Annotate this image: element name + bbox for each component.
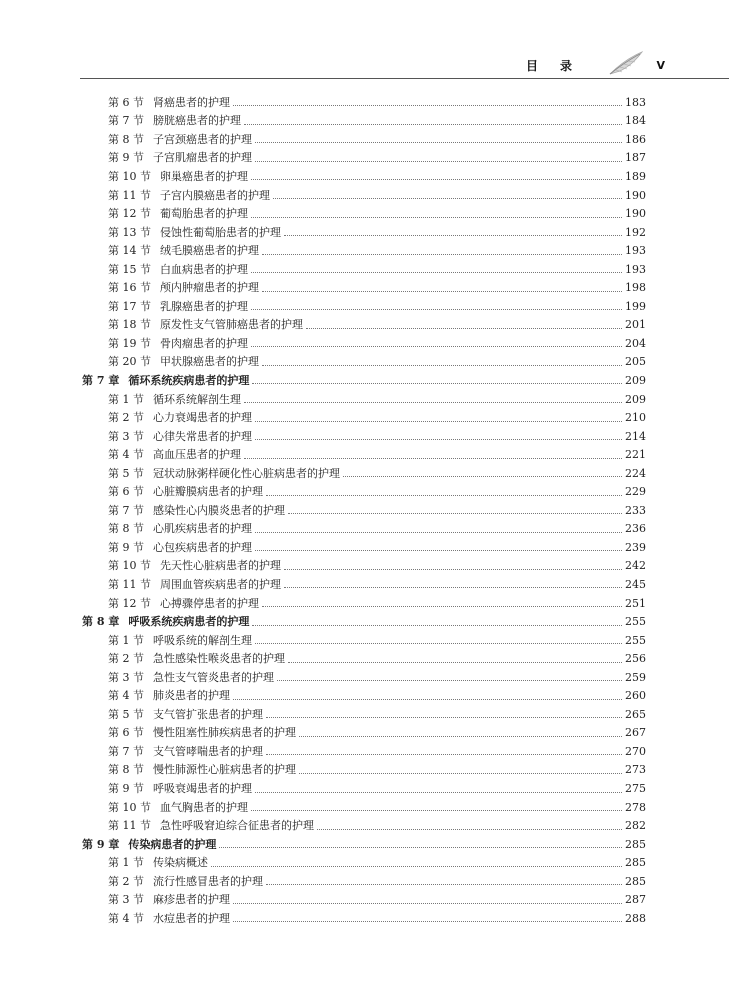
feather-icon <box>606 50 646 76</box>
toc-entry-page: 285 <box>625 856 646 870</box>
toc-section-entry[interactable] <box>82 687 646 706</box>
toc-dot-leader <box>284 568 622 570</box>
toc-entry-title: 水痘患者的护理 <box>153 911 230 925</box>
toc-entry-title: 原发性支气管肺癌患者的护理 <box>160 318 303 332</box>
toc-entry-title: 循环系统解剖生理 <box>153 392 241 406</box>
toc-entry-title: 颅内肿瘤患者的护理 <box>160 281 259 295</box>
toc-section-entry[interactable] <box>82 538 646 557</box>
toc-section-entry[interactable] <box>82 112 646 131</box>
toc-entry-title: 肾癌患者的护理 <box>153 95 230 109</box>
toc-entry-page: 184 <box>625 114 646 128</box>
toc-entry-title: 心力衰竭患者的护理 <box>153 411 252 425</box>
toc-dot-leader <box>233 698 622 700</box>
toc-entry-number: 第 11 节 <box>108 819 151 833</box>
toc-entry-title: 传染病患者的护理 <box>128 837 217 851</box>
toc-dot-leader <box>299 772 622 774</box>
toc-entry-page: 288 <box>625 911 646 925</box>
toc-dot-leader <box>266 494 622 496</box>
toc-section-entry[interactable] <box>82 464 646 483</box>
toc-entry-title: 子宫颈癌患者的护理 <box>153 132 252 146</box>
toc-entry-number: 第 10 节 <box>108 169 151 183</box>
toc-entry-title: 心包疾病患者的护理 <box>153 540 252 554</box>
toc-section-entry[interactable] <box>82 631 646 650</box>
toc-section-entry[interactable] <box>82 520 646 539</box>
toc-entry-page: 204 <box>625 336 646 350</box>
toc-section-entry[interactable] <box>82 482 646 501</box>
toc-entry-number: 第 5 节 <box>108 466 144 480</box>
toc-entry-page: 256 <box>625 652 646 666</box>
toc-entry-number: 第 15 节 <box>108 262 151 276</box>
toc-entry-page: 265 <box>625 707 646 721</box>
toc-entry-number: 第 10 节 <box>108 559 151 573</box>
toc-entry-number: 第 1 节 <box>108 856 144 870</box>
toc-section-entry[interactable] <box>82 853 646 872</box>
toc-entry-number: 第 13 节 <box>108 225 151 239</box>
toc-entry-title: 慢性阻塞性肺疾病患者的护理 <box>153 726 296 740</box>
toc-entry-number: 第 7 章 <box>82 373 120 387</box>
toc-dot-leader <box>252 382 622 384</box>
toc-entry-title: 先天性心脏病患者的护理 <box>160 559 281 573</box>
toc-dot-leader <box>251 308 622 310</box>
toc-section-entry[interactable] <box>82 260 646 279</box>
toc-dot-leader <box>251 809 622 811</box>
toc-entry-page: 193 <box>625 244 646 258</box>
toc-section-entry[interactable] <box>82 427 646 446</box>
toc-entry-title: 骨肉瘤患者的护理 <box>160 336 248 350</box>
toc-dot-leader <box>288 661 622 663</box>
toc-entry-title: 膀胱癌患者的护理 <box>153 114 241 128</box>
toc-entry-number: 第 7 节 <box>108 503 144 517</box>
toc-entry-title: 支气管哮喘患者的护理 <box>153 744 263 758</box>
toc-dot-leader <box>317 828 622 830</box>
toc-entry-number: 第 8 章 <box>82 615 120 629</box>
toc-entry-number: 第 7 节 <box>108 114 144 128</box>
toc-entry-number: 第 2 节 <box>108 652 144 666</box>
toc-dot-leader <box>266 883 622 885</box>
toc-entry-page: 221 <box>625 448 646 462</box>
toc-section-entry[interactable] <box>82 390 646 409</box>
toc-section-entry[interactable] <box>82 761 646 780</box>
toc-chapter-entry[interactable] <box>82 612 646 631</box>
toc-entry-title: 周围血管疾病患者的护理 <box>160 577 281 591</box>
toc-dot-leader <box>262 605 622 607</box>
header-title: 目录 <box>525 59 594 73</box>
toc-entry-page: 259 <box>625 670 646 684</box>
toc-entry-page: 224 <box>625 466 646 480</box>
toc-entry-page: 193 <box>625 262 646 276</box>
toc-dot-leader <box>255 420 622 422</box>
toc-entry-number: 第 8 节 <box>108 522 144 536</box>
toc-section-entry[interactable] <box>82 204 646 223</box>
toc-entry-number: 第 6 节 <box>108 485 144 499</box>
toc-dot-leader <box>262 253 622 255</box>
toc-entry-number: 第 5 节 <box>108 707 144 721</box>
page-header <box>0 0 729 80</box>
toc-dot-leader <box>266 716 622 718</box>
toc-entry-title: 心搏骤停患者的护理 <box>160 596 259 610</box>
toc-entry-number: 第 20 节 <box>108 355 151 369</box>
toc-entry-title: 高血压患者的护理 <box>153 448 241 462</box>
toc-entry-page: 187 <box>625 151 646 165</box>
toc-entry-title: 麻疹患者的护理 <box>153 893 230 907</box>
toc-entry-title: 侵蚀性葡萄胎患者的护理 <box>160 225 281 239</box>
toc-dot-leader <box>244 401 622 403</box>
toc-entry-title: 子宫肌瘤患者的护理 <box>153 151 252 165</box>
toc-section-entry[interactable] <box>82 316 646 335</box>
toc-dot-leader <box>255 438 622 440</box>
toc-section-entry[interactable] <box>82 909 646 928</box>
toc-section-entry[interactable] <box>82 705 646 724</box>
toc-entry-number: 第 9 节 <box>108 540 144 554</box>
toc-dot-leader <box>255 642 622 644</box>
toc-dot-leader <box>306 327 622 329</box>
toc-entry-number: 第 9 节 <box>108 782 144 795</box>
toc-section-entry[interactable] <box>82 445 646 464</box>
toc-entry-number: 第 11 节 <box>108 188 151 202</box>
toc-entry-title: 传染病概述 <box>153 856 208 870</box>
toc-entry-page: 278 <box>625 800 646 814</box>
toc-entry-number: 第 11 节 <box>108 577 151 591</box>
toc-entry-number: 第 16 节 <box>108 281 151 295</box>
toc-entry-title: 呼吸系统的解剖生理 <box>153 633 252 647</box>
toc-dot-leader <box>219 846 622 848</box>
toc-entry-title: 慢性肺源性心脏病患者的护理 <box>153 763 296 777</box>
toc-dot-leader <box>255 141 622 143</box>
toc-dot-leader <box>251 216 622 218</box>
toc-entry-page: 255 <box>625 633 646 647</box>
toc-entry-number: 第 10 节 <box>108 800 151 814</box>
toc-entry-page: 255 <box>625 615 646 629</box>
toc-section-entry[interactable] <box>82 872 646 891</box>
toc-entry-number: 第 7 节 <box>108 744 144 758</box>
toc-section-entry[interactable] <box>82 186 646 205</box>
toc-entry-title: 肺炎患者的护理 <box>153 689 230 703</box>
toc-dot-leader <box>252 624 622 626</box>
toc-entry-number: 第 6 节 <box>108 95 144 109</box>
toc-section-entry[interactable] <box>82 594 646 613</box>
toc-entry-number: 第 6 节 <box>108 726 144 740</box>
toc-entry-page: 233 <box>625 503 646 517</box>
toc-entry-number: 第 17 节 <box>108 299 151 313</box>
toc-entry-number: 第 4 节 <box>108 448 144 462</box>
toc-entry-title: 甲状腺癌患者的护理 <box>160 355 259 369</box>
toc-dot-leader <box>233 920 622 922</box>
toc-dot-leader <box>255 160 622 162</box>
toc-section-entry[interactable] <box>82 408 646 427</box>
toc-entry-title: 子宫内膜癌患者的护理 <box>160 188 270 202</box>
toc-dot-leader <box>284 586 622 588</box>
toc-entry-number: 第 2 节 <box>108 874 144 888</box>
toc-entry-title: 感染性心内膜炎患者的护理 <box>153 503 285 517</box>
toc-dot-leader <box>266 753 622 755</box>
toc-entry-number: 第 1 节 <box>108 392 144 406</box>
toc-entry-number: 第 8 节 <box>108 132 144 146</box>
toc-section-entry[interactable] <box>82 668 646 687</box>
toc-entry-page: 198 <box>625 281 646 295</box>
toc-dot-leader <box>233 104 622 106</box>
toc-entry-page: 251 <box>625 596 646 610</box>
toc-entry-page: 236 <box>625 522 646 536</box>
toc-entry-page: 189 <box>625 169 646 183</box>
toc-section-entry[interactable] <box>82 149 646 168</box>
toc-entry-number: 第 1 节 <box>108 633 144 647</box>
toc-section-entry[interactable] <box>82 334 646 353</box>
toc-section-entry[interactable] <box>82 798 646 817</box>
toc-entry-number: 第 2 节 <box>108 411 144 425</box>
toc-section-entry[interactable] <box>82 130 646 149</box>
toc-dot-leader <box>255 549 622 551</box>
toc-entry-page: 287 <box>625 893 646 907</box>
toc-entry-number: 第 12 节 <box>108 596 151 610</box>
toc-entry-title: 心律失常患者的护理 <box>153 429 252 443</box>
toc-dot-leader <box>343 475 622 477</box>
toc-section-entry[interactable] <box>82 575 646 594</box>
toc-section-entry[interactable] <box>82 742 646 761</box>
toc-entry-page: 192 <box>625 225 646 239</box>
toc-section-entry[interactable] <box>82 93 646 112</box>
toc-entry-page: 282 <box>625 819 646 833</box>
toc-entry-title: 心脏瓣膜病患者的护理 <box>153 485 263 499</box>
toc-entry-page: 229 <box>625 485 646 499</box>
toc-dot-leader <box>244 123 622 125</box>
toc-section-entry[interactable] <box>82 167 646 186</box>
toc-entry-page: 239 <box>625 540 646 554</box>
toc-entry-page: 186 <box>625 132 646 146</box>
toc-entry-page: 242 <box>625 559 646 573</box>
toc-entry-title: 循环系统疾病患者的护理 <box>128 373 250 387</box>
toc-entry-title: 葡萄胎患者的护理 <box>160 207 248 221</box>
toc-entry-title: 流行性感冒患者的护理 <box>153 874 263 888</box>
toc-dot-leader <box>262 364 622 366</box>
toc-dot-leader <box>251 345 622 347</box>
toc-entry-number: 第 3 节 <box>108 429 144 443</box>
toc-entry-title: 急性呼吸窘迫综合征患者的护理 <box>160 819 314 833</box>
toc-entry-page: 245 <box>625 577 646 591</box>
toc-entry-number: 第 8 节 <box>108 763 144 777</box>
toc-entry-title: 血气胸患者的护理 <box>160 800 248 814</box>
toc-entry-number: 第 4 节 <box>108 911 144 925</box>
toc-entry-title: 呼吸系统疾病患者的护理 <box>128 615 250 629</box>
toc-entry-title: 心肌疾病患者的护理 <box>153 522 252 536</box>
toc-dot-leader <box>255 791 622 793</box>
toc-entry-title: 白血病患者的护理 <box>160 262 248 276</box>
toc-entry-page: 190 <box>625 188 646 202</box>
toc-dot-leader <box>211 865 622 867</box>
toc-dot-leader <box>233 902 622 904</box>
toc-entry-page: 209 <box>625 392 646 406</box>
toc-dot-leader <box>273 197 622 199</box>
toc-entry-page: 260 <box>625 689 646 703</box>
header-rule <box>80 78 729 79</box>
toc-entry-number: 第 9 节 <box>108 151 144 165</box>
toc-entry-number: 第 4 节 <box>108 689 144 703</box>
toc-section-entry[interactable] <box>82 816 646 835</box>
toc-entry-number: 第 3 节 <box>108 670 144 684</box>
table-of-contents <box>82 93 646 928</box>
toc-entry-number: 第 19 节 <box>108 336 151 350</box>
toc-entry-number: 第 3 节 <box>108 893 144 907</box>
toc-section-entry[interactable] <box>82 297 646 316</box>
toc-section-entry[interactable] <box>82 649 646 668</box>
toc-section-entry[interactable] <box>82 501 646 520</box>
toc-section-entry[interactable] <box>82 891 646 910</box>
toc-entry-page: 190 <box>625 207 646 221</box>
toc-section-entry[interactable] <box>82 278 646 297</box>
toc-dot-leader <box>284 234 622 236</box>
toc-section-entry[interactable] <box>82 557 646 576</box>
toc-dot-leader <box>251 178 622 180</box>
toc-entry-number: 第 12 节 <box>108 207 151 221</box>
toc-entry-number: 第 9 章 <box>82 837 120 851</box>
toc-entry-title: 卵巢癌患者的护理 <box>160 169 248 183</box>
toc-section-entry[interactable] <box>82 223 646 242</box>
toc-entry-page: 214 <box>625 429 646 443</box>
toc-dot-leader <box>299 735 622 737</box>
toc-dot-leader <box>262 290 622 292</box>
toc-section-entry[interactable] <box>82 353 646 372</box>
toc-entry-title: 急性支气管炎患者的护理 <box>153 670 274 684</box>
toc-entry-page: 201 <box>625 318 646 332</box>
toc-entry-page: 285 <box>625 874 646 888</box>
toc-entry-title: 呼吸衰竭患者的护理 <box>153 782 252 795</box>
toc-dot-leader <box>288 512 622 514</box>
toc-entry-page: 270 <box>625 744 646 758</box>
toc-entry-page: 267 <box>625 726 646 740</box>
toc-dot-leader <box>255 531 622 533</box>
toc-entry-title: 冠状动脉粥样硬化性心脏病患者的护理 <box>153 466 340 480</box>
toc-entry-title: 绒毛膜癌患者的护理 <box>160 244 259 258</box>
toc-entry-title: 支气管扩张患者的护理 <box>153 707 263 721</box>
toc-entry-title: 急性感染性喉炎患者的护理 <box>153 652 285 666</box>
toc-section-entry[interactable] <box>82 779 646 798</box>
toc-entry-page: 273 <box>625 763 646 777</box>
toc-chapter-entry[interactable] <box>82 371 646 390</box>
toc-dot-leader <box>244 457 622 459</box>
toc-chapter-entry[interactable] <box>82 835 646 854</box>
toc-entry-page: 210 <box>625 411 646 425</box>
toc-entry-page: 285 <box>625 837 646 851</box>
toc-entry-page: 275 <box>625 782 646 795</box>
toc-entry-page: 199 <box>625 299 646 313</box>
toc-entry-number: 第 14 节 <box>108 244 151 258</box>
toc-entry-number: 第 18 节 <box>108 318 151 332</box>
toc-section-entry[interactable] <box>82 241 646 260</box>
toc-section-entry[interactable] <box>82 724 646 743</box>
toc-entry-title: 乳腺癌患者的护理 <box>160 299 248 313</box>
toc-dot-leader <box>251 271 622 273</box>
toc-entry-page: 183 <box>625 95 646 109</box>
toc-entry-page: 205 <box>625 355 646 369</box>
toc-entry-page: 209 <box>625 373 646 387</box>
toc-dot-leader <box>277 679 622 681</box>
header-page-number: V <box>656 59 665 72</box>
